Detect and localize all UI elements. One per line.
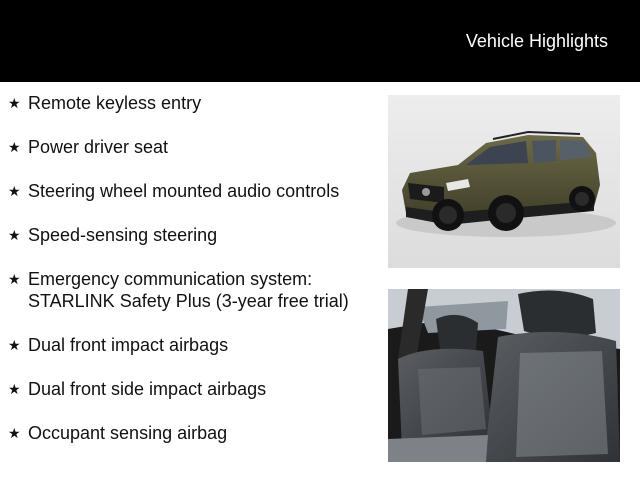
- star-icon: ★: [8, 95, 21, 111]
- feature-label: Steering wheel mounted audio controls: [28, 181, 340, 201]
- star-icon: ★: [8, 183, 21, 199]
- feature-label: Remote keyless entry: [28, 93, 202, 113]
- star-icon: ★: [8, 337, 21, 353]
- feature-item: [8, 180, 368, 202]
- header-bar: [0, 0, 640, 82]
- seat-illustration: [388, 289, 620, 462]
- feature-list: [8, 92, 368, 466]
- feature-label: Power driver seat: [28, 137, 169, 157]
- feature-label: Dual front side impact airbags: [28, 379, 267, 399]
- feature-item: [8, 136, 368, 158]
- feature-item: [8, 378, 368, 400]
- page-title: Vehicle Highlights: [465, 31, 608, 51]
- star-icon: ★: [8, 425, 21, 441]
- feature-item: [8, 268, 368, 312]
- feature-item: [8, 334, 368, 356]
- feature-item: [8, 224, 368, 246]
- feature-item: [8, 92, 368, 114]
- feature-label: Dual front impact airbags: [28, 335, 229, 355]
- feature-item: [8, 422, 368, 444]
- vehicle-interior-photo: [388, 289, 620, 462]
- star-icon: ★: [8, 227, 21, 243]
- feature-label: Occupant sensing airbag: [28, 423, 228, 443]
- star-icon: ★: [8, 381, 21, 397]
- star-icon: ★: [8, 139, 21, 155]
- vehicle-exterior-photo: [388, 95, 620, 268]
- star-icon: ★: [8, 271, 21, 287]
- suv-illustration: [388, 95, 620, 268]
- feature-label: Emergency communication system: STARLINK Safety Plus (3-year free trial): [28, 269, 349, 311]
- feature-label: Speed-sensing steering: [28, 225, 218, 245]
